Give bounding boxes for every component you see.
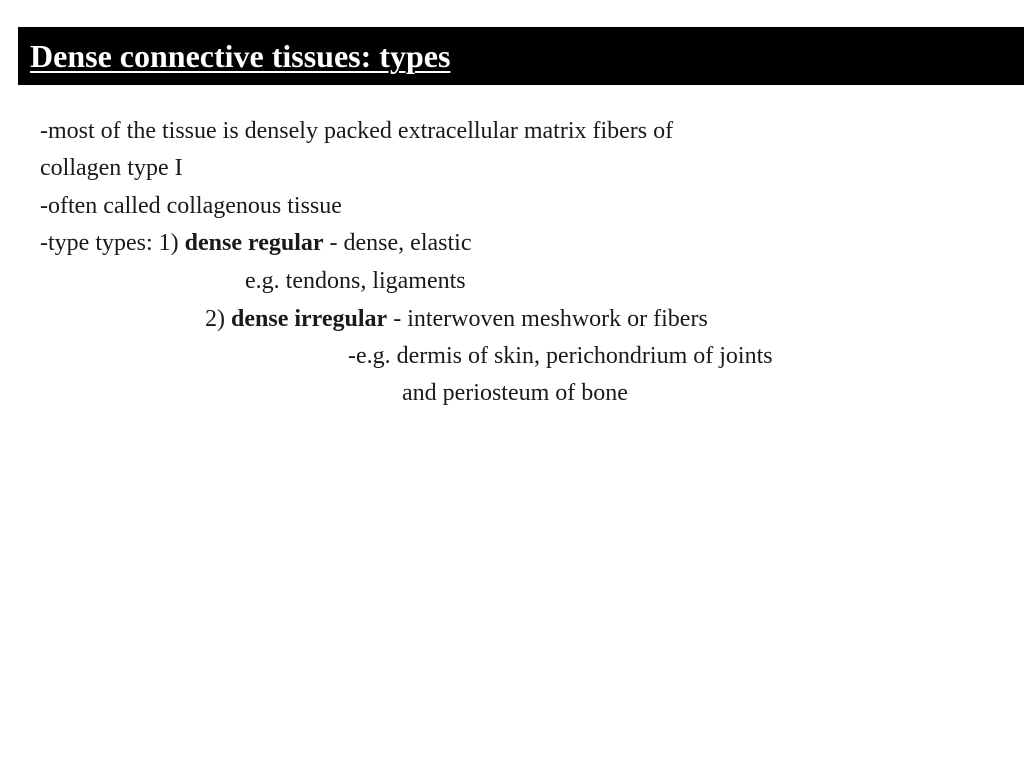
types-line: [40, 228, 471, 258]
types-line-bold: dense regular: [184, 230, 324, 256]
irregular-line: [205, 304, 708, 334]
title-bar: [18, 27, 1024, 85]
irregular-example-2: and periosteum of bone: [402, 380, 628, 406]
irregular-line-bold: dense irregular: [231, 306, 388, 332]
types-line-prefix: -type types: 1): [40, 230, 185, 256]
types-line-suffix: - dense, elastic: [323, 230, 472, 256]
body-line-3: -often called collagenous tissue: [40, 193, 342, 219]
body-line-1: -most of the tissue is densely packed extracellular matrix fibers of: [40, 118, 674, 144]
irregular-line-prefix: 2): [205, 306, 231, 332]
slide-title: Dense connective tissues: types: [30, 38, 451, 74]
body-line-2: collagen type I: [40, 155, 183, 181]
regular-example: e.g. tendons, ligaments: [245, 268, 466, 294]
irregular-line-suffix: - interwoven meshwork or fibers: [387, 306, 708, 332]
irregular-example-1: -e.g. dermis of skin, perichondrium of joints: [348, 343, 773, 369]
